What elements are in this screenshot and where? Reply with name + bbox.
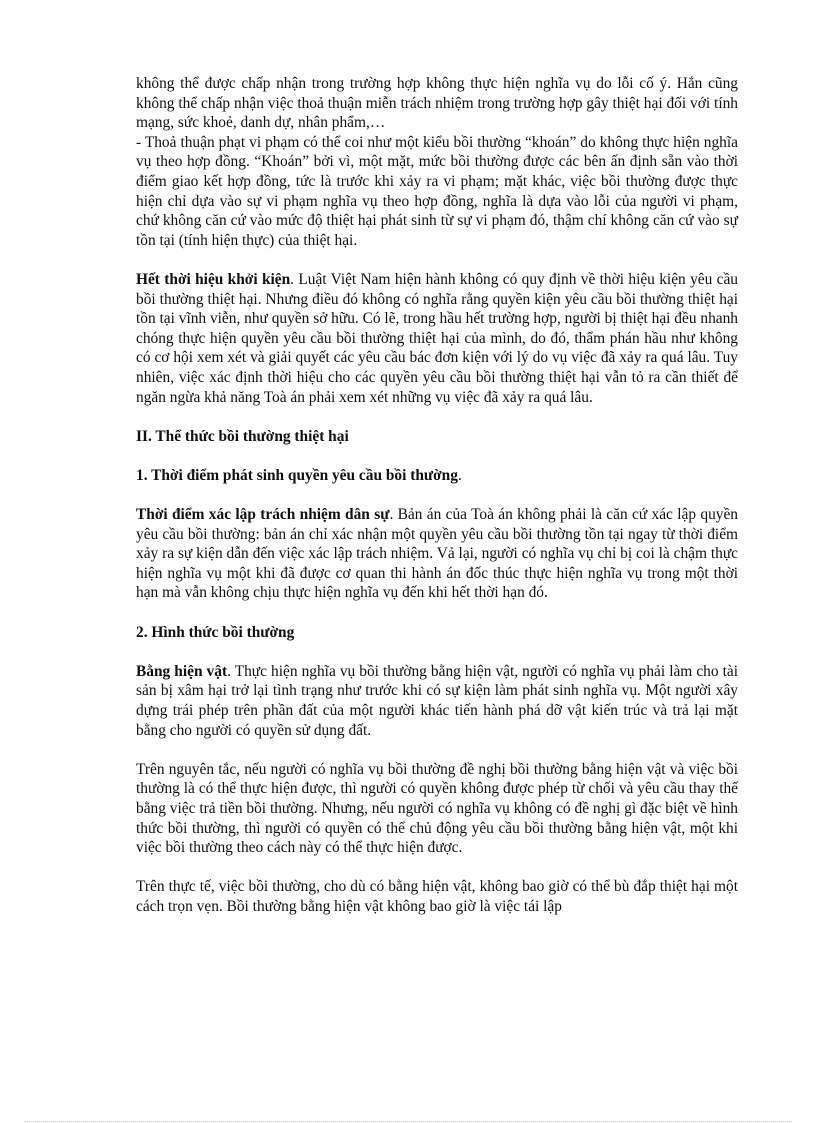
paragraph-principle: Trên nguyên tắc, nếu người có nghĩa vụ bồi thường đề nghị bồi thường bằng hiện vật và việc bồi thường là có thể thực hiện được, thì người có quyền không được phép từ chối và yêu cầu thay thế bằng việc trả tiền bồi thường. Nhưng, nếu người có nghĩa vụ không có đề nghị gì đặc biệt về hình thức bồi thường, thì người có quyền có thể chủ động yêu cầu bồi thường bằng hiện vật, một khi việc bồi thường theo cách này có thể thực hiện được.	[136, 760, 738, 857]
paragraph-gap	[136, 740, 738, 760]
paragraph-liability-time	[136, 505, 738, 603]
paragraph-lead-term: Bằng hiện vật	[136, 662, 228, 680]
paragraph-body: . Luật Việt Nam hiện hành không có quy định về thời hiệu kiện yêu cầu bồi thường thiệt hại. Nhưng điều đó không có nghĩa rằng quyền kiện yêu cầu bồi thường thiệt hại tồn tại vĩnh viễn, như quyền sở hữu. Có lẽ, trong hầu hết trường hợp, người bị thiệt hại đều nhanh chóng thực hiện quyền yêu cầu bồi thường thiệt hại của mình, do đó, thẩm phán hầu như không có cơ hội xem xét và giải quyết các yêu cầu bác đơn kiện với lý do vụ việc đã xảy ra quá lâu. Tuy nhiên, việc xác định thời hiệu cho các quyền yêu cầu bồi thường thiệt hại vẫn tỏ ra cần thiết để ngăn ngừa khả năng Toà án phải xem xét những vụ việc đã xảy ra quá lâu.	[136, 270, 738, 406]
paragraph-in-kind	[136, 662, 738, 740]
subsection-heading-text: 1. Thời điểm phát sinh quyền yêu cầu bồi thường	[136, 466, 458, 484]
paragraph-gap	[136, 603, 738, 623]
paragraph-statute-of-limitations	[136, 270, 738, 407]
paragraph-gap	[136, 858, 738, 878]
paragraph-gap	[136, 642, 738, 662]
paragraph-body: . Thực hiện nghĩa vụ bồi thường bằng hiện vật, người có nghĩa vụ phải làm cho tài sản bị xâm hại trở lại tình trạng như trước khi có sự kiện làm phát sinh nghĩa vụ. Một người xây dựng trái phép trên phần đất của một người khác tiến hành phá dỡ vật kiến trúc và trả lại mặt bằng cho người có quyền sử dụng đất.	[136, 662, 738, 739]
page-bottom-rule	[24, 1121, 792, 1122]
paragraph-gap	[136, 485, 738, 505]
paragraph-gap	[136, 446, 738, 466]
paragraph-lead-term: Hết thời hiệu khởi kiện	[136, 270, 291, 288]
paragraph-practice: Trên thực tế, việc bồi thường, cho dù có bằng hiện vật, không bao giờ có thể bù đắp thiệt hại một cách trọn vẹn. Bồi thường bằng hiện vật không bao giờ là việc tái lập	[136, 878, 738, 915]
paragraph-gap	[136, 407, 738, 427]
paragraph-body: . Bản án của Toà án không phải là căn cứ xác lập quyền yêu cầu bồi thường: bản án chỉ xác nhận một quyền yêu cầu bồi thường tồn tại ngay từ thời điểm xảy ra sự kiện dẫn đến việc xác lập trách nhiệm. Vả lại, người có nghĩa vụ chỉ bị coi là chậm thực hiện nghĩa vụ một khi đã được cơ quan thi hành án đốc thúc thực hiện nghĩa vụ trong một thời hạn mà vẫn không chịu thực hiện nghĩa vụ đến khi hết thời hạn đó.	[136, 506, 738, 602]
section-heading: II. Thể thức bồi thường thiệt hại	[136, 427, 349, 445]
paragraph-gap	[136, 250, 738, 270]
subsection-heading-tail: .	[457, 466, 462, 484]
paragraph-lead-term: Thời điểm xác lập trách nhiệm dân sự	[136, 506, 390, 524]
document-page	[136, 74, 738, 917]
subsection-heading-2: 2. Hình thức bồi thường	[136, 623, 295, 641]
paragraph-exemption-limits: không thể được chấp nhận trong trường hợp không thực hiện nghĩa vụ do lỗi cố ý. Hắn cũng không thể chấp nhận việc thoả thuận miễn trách nhiệm trong trường hợp gây thiệt hại đối với tính mạng, sức khoẻ, danh dự, nhân phẩm,…	[136, 75, 738, 132]
subsection-heading-1	[136, 466, 738, 486]
paragraph-penalty-agreement: - Thoả thuận phạt vi phạm có thể coi như một kiểu bồi thường “khoán” do không thực hiện nghĩa vụ theo hợp đồng. “Khoán” bởi vì, một mặt, mức bồi thường được các bên ấn định sẵn vào thời điểm giao kết hợp đồng, tức là trước khi xảy ra vi phạm; mặt khác, việc bồi thường được thực hiện chỉ dựa vào sự vi phạm nghĩa vụ theo hợp đồng, nghĩa là dựa vào lỗi của người vi phạm, chứ không căn cứ vào mức độ thiệt hại phát sinh từ sự vi phạm đó, thậm chí không căn cứ vào sự tồn tại (tính hiện thực) của thiệt hại.	[136, 133, 738, 249]
